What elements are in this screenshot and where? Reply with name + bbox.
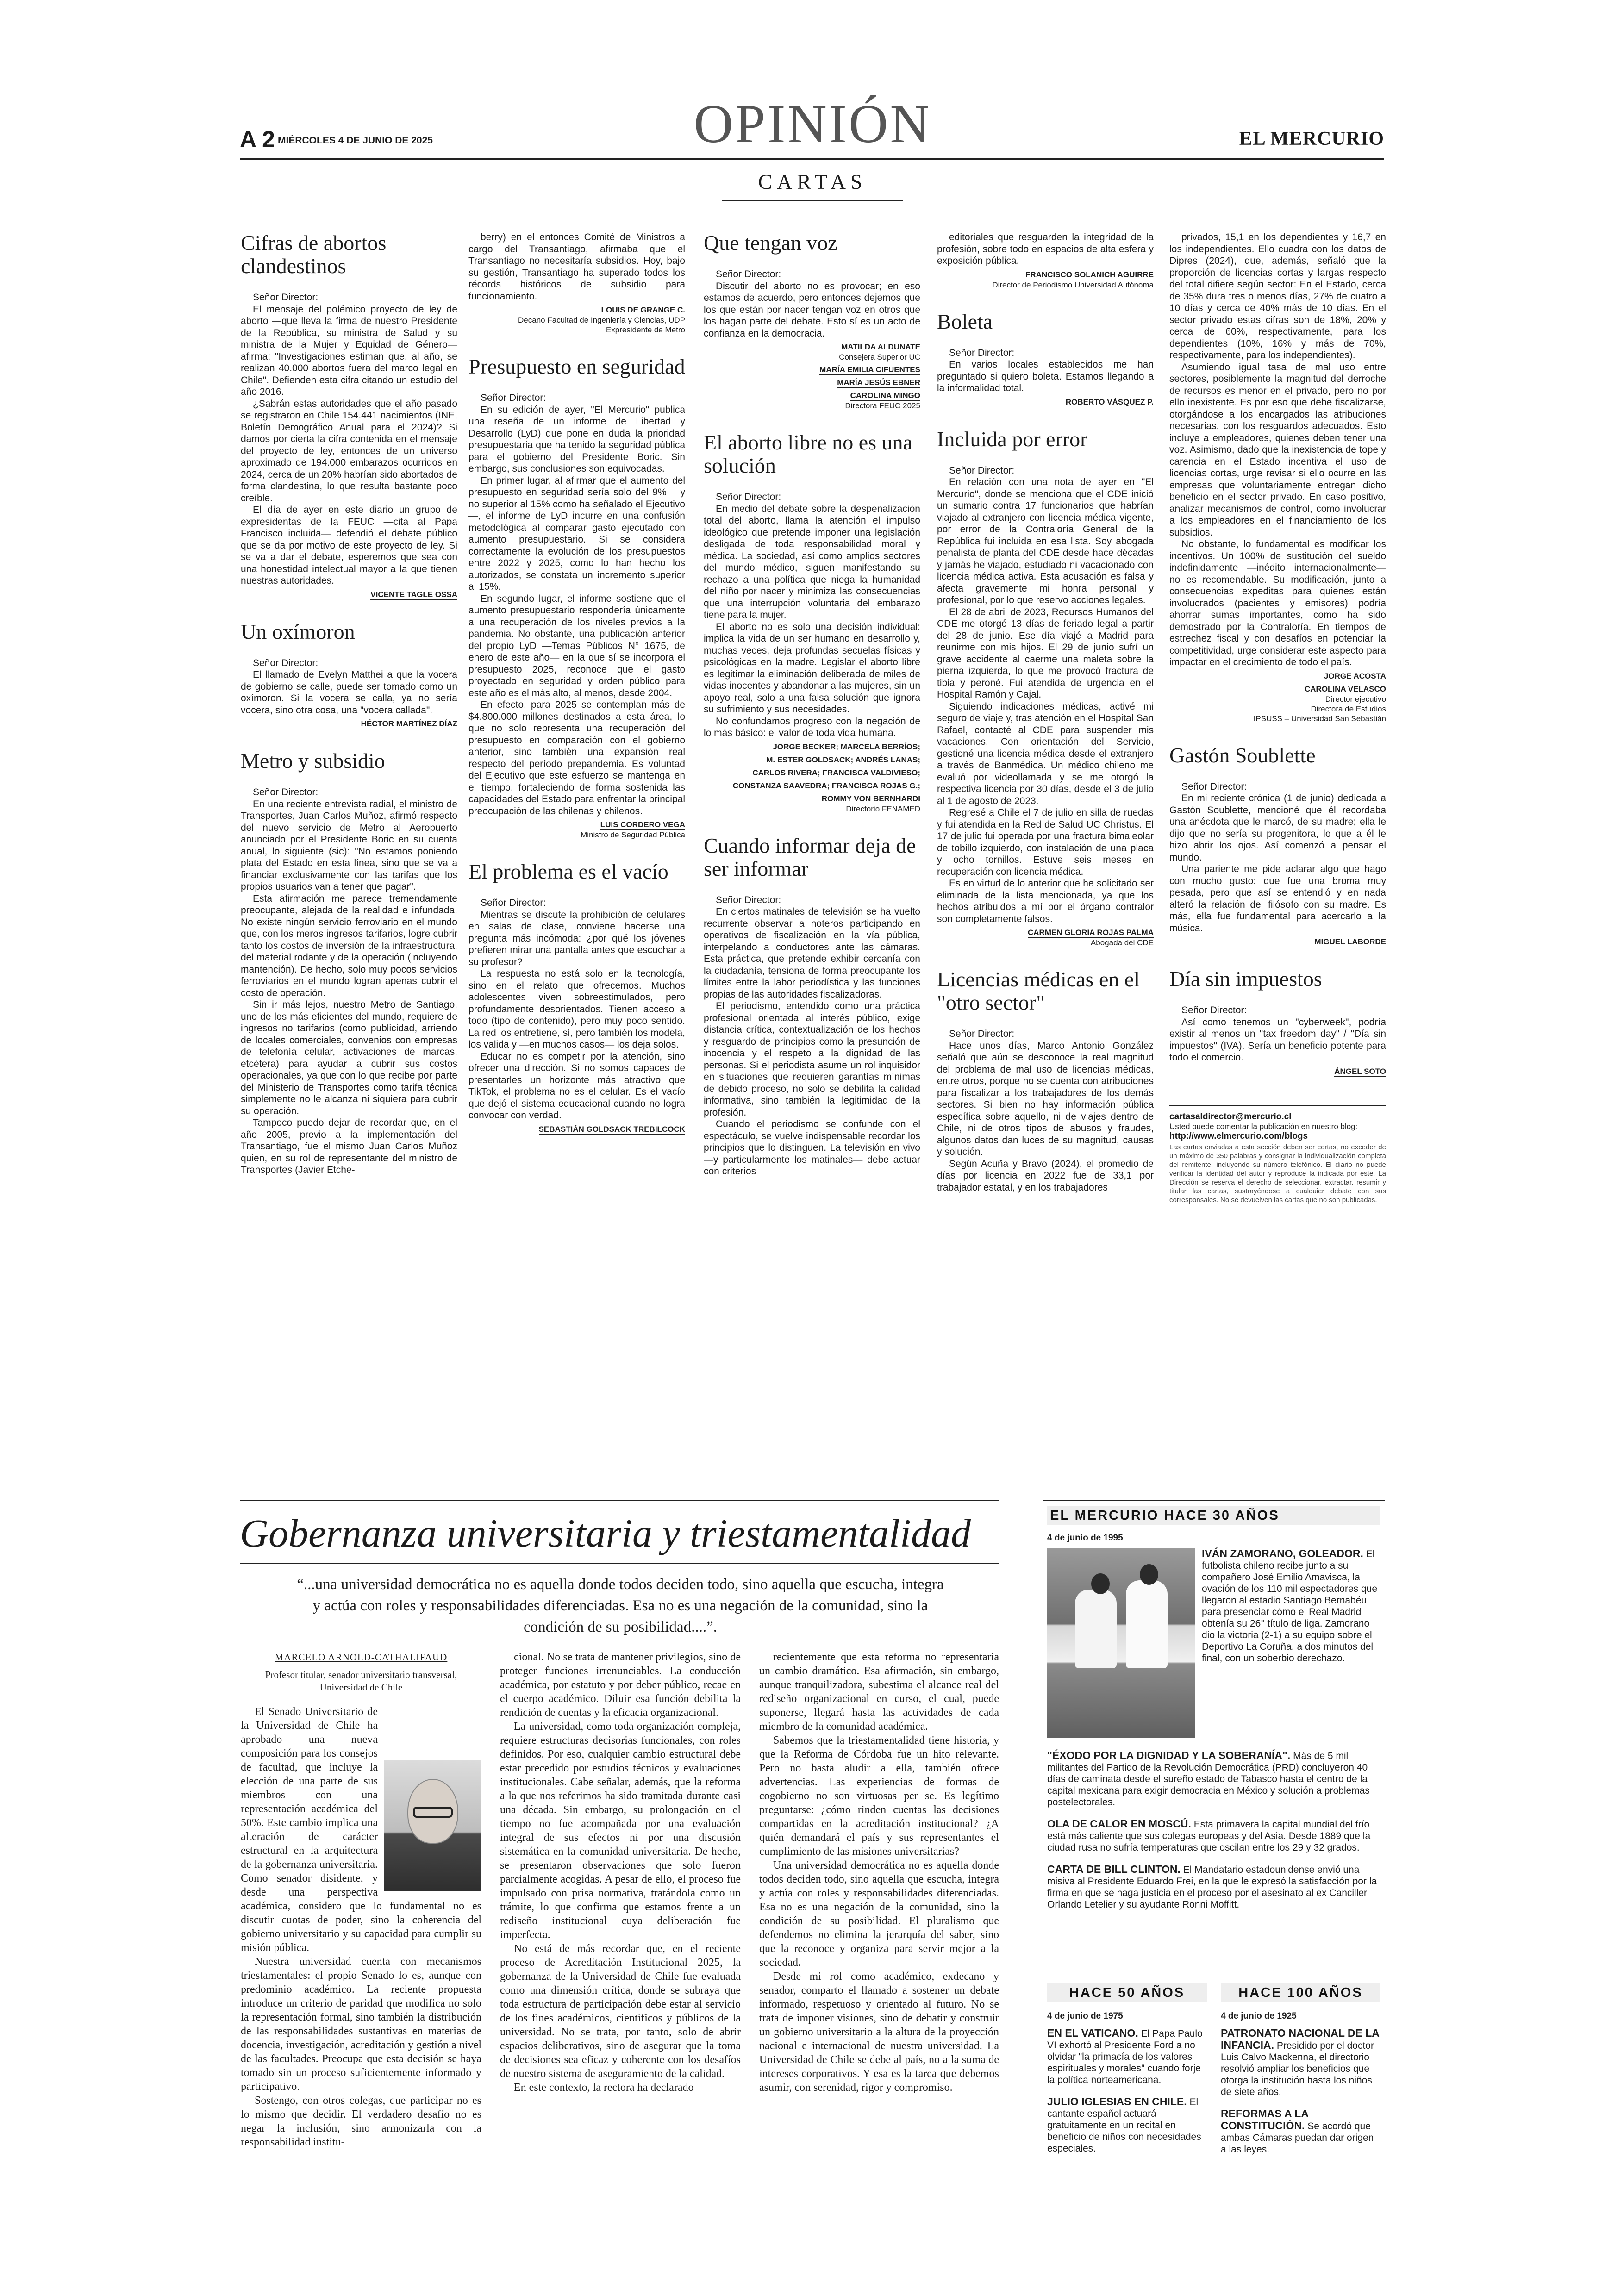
signer-name: CAROLINA VELASCO [1305,684,1386,693]
paper-name: EL MERCURIO [1239,128,1384,150]
letter-paragraph: El día de ayer en este diario un grupo de expresidentas de la FEUC —cita al Papa Francisco incluida— defendió el debate público que se da por motivo de este proyecto de ley. Si se va a dar el debate, esperemos que sea con una honestidad intelectual mayor a la que tienen nuestras autoridades. [241,505,457,586]
letter-salutation: Señor Director: [253,292,319,303]
letter-paragraph: Discutir del aborto no es provocar; en eso estamos de acuerdo, pero entonces dejemos que los que están por nacer tengan voz en otros que los hagan parte del debate. Esto sí es un acto de confianza en la democracia. [704,281,920,339]
section-divider [240,1500,999,1501]
contact-email[interactable]: cartasaldirector@mercurio.cl [1169,1111,1292,1122]
column-paragraph: recientemente que esta reforma no representaría un cambio dramático. Esa afirmación, sin embargo, aunque tranquilizadora, subestima el alcance real del rediseño organizacional en curso, el cual, puede suponerse, llegará hasta las actividades de cada miembro de la comunidad académica. [759,1651,999,1733]
letter-salutation: Señor Director: [949,1029,1015,1039]
contact-disclaimer: Las cartas enviadas a esta sección deben ser cortas, no exceder de un máximo de 350 palabras y consignar la individualización completa del remitente, incluyendo su número telefónico. El diario no puede verificar la identidad del autor y reproduce la indicada por este. La Dirección se reserva el derecho de seleccionar, extractar, resumir y titular las cartas, sustrayéndose a cualquier debate con sus corresponsales. No se devuelven las cartas que no son publicadas. [1169,1143,1386,1204]
letters-column-5 [1169,231,1386,1204]
letter-paragraph: En su edición de ayer, "El Mercurio" publica una reseña de un informe de Libertad y Desarrollo (LyD) que pone en duda la prioridad presupuestaria que ha tenido la seguridad pública para el gobierno del Presidente Boric. Sin embargo, sus conclusiones son equivocadas. [468,404,685,474]
letter-paragraph: Regresé a Chile el 7 de julio en silla de ruedas y fui atendida en la Red de Salud UC Christus. El 17 de julio fui operada por una fractura bimaleolar de tobillo izquierdo, con instalación de una placa y ocho tornillos. Estuve seis meses en recuperación con licencia médica. [937,807,1154,877]
column-body-a [241,1650,481,2149]
letter [241,620,457,750]
signer-name: VICENTE TAGLE OSSA [370,590,457,599]
letter-paragraph: Educar no es competir por la atención, sino ofrecer una dirección. Si no somos capaces de presentarles un horizonte más atractivo que TikTok, el problema no es el celular. Es el vacío que dejó el sistema educacional cuando no logra convocar con verdad. [468,1051,685,1121]
signer-name: ROBERTO VÁSQUEZ P. [1065,397,1154,406]
column-paragraph: Nuestra universidad cuenta con mecanismos triestamentales: el propio Senado lo es, aunque con predominio académico. La reciente propuesta introduce un criterio de paridad que modifica no solo la representación formal, sino también la distribución de las responsabilidades sustantivas en materias de docencia, investigación, acreditación y gestión a nivel de las facultades. Preocupa que esta decisión se haya tomado sin un proceso suficientemente informado y participativo. [241,1956,481,2093]
column-paragraph: cional. No se trata de mantener privilegios, sino de proteger funciones irrenunciables. La conducción académica, por estatuto y por deber público, recae en el cuerpo académico. Diluir esa función debilita la rendición de cuentas y la eficacia organizacional. [500,1651,741,1719]
letter-signer-role: IPSUSS – Universidad San Sebastián [1253,714,1386,723]
letter [704,231,920,431]
letter-title: Cifras de abortos clandestinos [241,231,387,278]
history-30-lead-text: El futbolista chileno recibe junto a su compañero José Emilio Amavisca, la ovación de los 110 mil espectadores que llegaron al estadio Santiago Bernabéu para presenciar cómo el Real Madrid obtenía su 26° título de liga. Zamorano dio la victoria (2-1) a su equipo sobre el Deportivo La Coruña, a dos minutos del final, con un soberbio derechazo. [1202,1549,1378,1664]
letter-title: Incluida por error [937,427,1087,451]
history-item [1047,2096,1207,2154]
letter [937,310,1154,428]
history-30-lead [1202,1548,1382,1664]
history-item-text: Esta primavera la capital mundial del frío está más caliente que sus colegas europeas y del Asia. Desde 1889 que la ciudad rusa no sufría temperaturas que oscilan entre los 29 y 32 grados. [1047,1819,1371,1853]
history-rule [1043,1500,1385,1501]
letter-paragraph: Sin ir más lejos, nuestro Metro de Santiago, uno de los más eficientes del mundo, requiere de ingresos no tarifarios (como publicidad, arriendo de locales comerciales, convenios con empresas de telefonía celular, activaciones de marcas, etcétera) para ayudar a cubrir sus costos operacionales, ya que con lo que recibe por parte del Ministerio de Transportes como tarifa técnica simplemente no le alcanza ni siquiera para cubrir su operación. [241,999,457,1116]
letter-signer [704,342,920,352]
letter-paragraph: El mensaje del polémico proyecto de ley de aborto —que lleva la firma de nuestro Presidente de la República, su ministra de Salud y su ministra de la Mujer y Equidad de Género— afirma: "Investigaciones estiman que, al año, se realizan 40.000 abortos fuera del marco legal en Chile". Defienden esta cifra citando un estudio del año 2016. [241,304,457,397]
letter-paragraph: En efecto, para 2025 se contemplan más de $4.800.000 millones destinados a esta área, lo que no solo representa una recuperación del presupuesto en comparación con el gobierno anterior, sino también una expansión real respecto del período prepandemia. Es voluntad del Ejecutivo que este esfuerzo se mantenga en el tiempo, fortaleciendo de forma sostenida las capacidades del Estado para enfrentar la principal preocupación de las chilenas y chilenos. [468,699,685,817]
letter-paragraph: En una reciente entrevista radial, el ministro de Transportes, Juan Carlos Muñoz, afirmó respecto del nuevo servicio de Metro al Aeropuerto anunciado por el Presidente Boric en su cuenta anual, lo siguiente (sic): "No estamos poniendo plata del Estado en esta línea, sino que se va a financiar exclusivamente con las tarifas que los propios usuarios van a tener que pagar". [241,798,457,892]
letter-title: Un oxímoron [241,619,355,643]
letter [937,231,1154,310]
letter-signer [704,781,920,791]
letter-signer [704,742,920,752]
letter [241,231,457,620]
letter-paragraph: berry) en el entonces Comité de Ministros a cargo del Transantiago, afirmaba que el Transantiago no necesitaría subsidios. Hoy, bajo su gestión, Transantiago ha superado todos los récords históricos de subsidio para funcionamiento. [468,232,685,302]
letter-signer [1169,684,1386,694]
history-30-lead-head: IVÁN ZAMORANO, GOLEADOR. [1202,1547,1363,1559]
letter-paragraph: El aborto no es solo una decisión individual: implica la vida de un ser humano en desarrollo y, muchas veces, deja profundas secuelas físicas y psicológicas en la madre. Legislar el aborto libre es legitimar la eliminación deliberada de miles de vidas inocentes y abandonar a las mujeres, sin un apoyo real, solo a una falsa solución que ignora su sufrimiento y sus necesidades. [704,621,920,715]
letter [704,431,920,834]
letter-signer-role: Directora FEUC 2025 [845,401,920,410]
letter-paragraph: Hace unos días, Marco Antonio González señaló que aún se desconoce la real magnitud del problema de mal uso de licencias médicas, entre otros, porque no se cuenta con atribuciones para fiscalizar a los trabajadores de los demás sectores. Si bien no hay información pública específica sobre aquello, ni de viajes dentro de Chile, ni de otros tipos de abusos y fraudes, algunos datos dan luces de su magnitud, causas y solución. [937,1040,1154,1157]
history-item-head: JULIO IGLESIAS EN CHILE. [1047,2095,1187,2108]
letter-salutation: Señor Director: [716,894,781,905]
letter-signer [241,719,457,729]
column-paragraph: Desde mi rol como académico, exdecano y senador, comparto el llamado a sostener un debate informado, respetuoso y orientado al futuro. No se trata de imponer visiones, sino de debatir y construir un gobierno universitario a la altura de la proyección nacional e internacional de nuestra universidad. La Universidad de Chile se debe al país, no a la suma de intereses corporativos. Y esa es la tarea que debemos asumir, con serenidad, rigor y compromiso. [759,1971,999,2094]
letter-signer [704,365,920,375]
column-title-rule [240,1563,999,1564]
history-item-head: EN EL VATICANO. [1047,2027,1138,2039]
letter-signer-role: Directora de Estudios [1311,704,1386,713]
history-item-head: CARTA DE BILL CLINTON. [1047,1863,1181,1875]
history-item [1047,1864,1382,1910]
signer-name: MARÍA EMILIA CIFUENTES [819,365,920,374]
letter-paragraph: El 28 de abril de 2023, Recursos Humanos del CDE me otorgó 13 días de feriado legal a partir del 28 de junio. Ese día viajé a Madrid para reunirme con mis hijos. El 29 de junio sufrí un grave accidente al caerme una maleta sobre la pierna izquierda, lo que me provocó fractura de tibia y peroné. Fui atendida de urgencia en el Hospital Ramón y Cajal. [937,606,1154,700]
letter [704,834,920,1198]
letters-column-4 [937,231,1154,1214]
letter-paragraph: En relación con una nota de ayer en "El Mercurio", donde se menciona que el CDE inició un sumario contra 17 funcionarios que habrían viajado al extranjero con licencia médica vigente, por error de la Contraloría General de la República fui incluida en esa lista. Soy abogada penalista de planta del CDE desde hace décadas y jamás he viajado, estudiado ni vacacionado con licencia médica activa. Esta acusación es falsa y afecta gravemente mi honra personal y profesional, por lo que reservo acciones legales. [937,477,1154,605]
signer-name: ROMMY VON BERNHARDI [821,794,920,803]
letter-signer-role: Directorio FENAMED [846,804,920,813]
letter-salutation: Señor Director: [1181,1005,1247,1016]
letter-salutation: Señor Director: [716,269,781,280]
letter-signer [1169,671,1386,681]
letter-paragraph: El periodismo, entendido como una práctica profesional orientada al interés público, exige distancia crítica, contextualización de los hechos y resguardo de principios como la presunción de inocencia y el respeto a la dignidad de las personas. Si el periodista asume un rol inquisidor en situaciones que requieren garantías mínimas de debido proceso, no solo se debilita la calidad informativa, sino también la legitimidad de la profesión. [704,1001,920,1118]
column-paragraph: Una universidad democrática no es aquella donde todos deciden todo, sino aquella que escucha, integra y actúa con roles y responsabilidades diferenciadas. Esa no es una negación de la comunidad, sino la condición de su posibilidad. El pluralismo que defendemos no elimina la jerarquía del saber, sino que la reconoce y organiza para servir mejor a la sociedad. [759,1859,999,1969]
letter-paragraph: En medio del debate sobre la despenalización total del aborto, llama la atención el impulso ideológico que pretende imponer una legislación desligada de toda responsabilidad moral y médica. La sociedad, así como amplios sectores del mundo médico, siguen manifestando su rechazo a una política que niega la humanidad del niño por nacer y minimiza las consecuencias que una interrupción voluntaria del embarazo tiene para la mujer. [704,503,920,620]
letter-title: Boleta [937,309,993,333]
letter-paragraph: Esta afirmación me parece tremendamente preocupante, alejada de la realidad e infundada. No existe ningún servicio ferroviario en el mundo que, con los meros ingresos tarifarios, logre cubrir tanto los costos de inversión de la infraestructura, del material rodante y de la operación (incluyendo mantención). De hecho, solo muy pocos servicios ferroviarios en el mundo logran apenas cubrir el costo de operación. [241,893,457,998]
letter-paragraph: Siguiendo indicaciones médicas, activé mi seguro de viaje y, tras atención en el Hospital San Rafael, contacté al CDE para suspender mis vacaciones. Con orientación del Servicio, gestioné una licencia médica desde el extranjero a través de Banmédica. Un médico chileno me evaluó por videollamada y se me otorgó la respectiva licencia por 30 días, desde el 3 de julio al 1 de agosto de 2023. [937,701,1154,806]
column-paragraph: No está de más recordar que, en el reciente proceso de Acreditación Institucional 2025, la gobernanza de la Universidad de Chile fue evaluada como una dimensión crítica, donde se subraya que toda estructura de participación debe estar al servicio de los fines académicos, científicos y públicos de la universidad. No se trata, por tanto, solo de abrir espacios deliberativos, sino de asegurar que la toma de decisiones sea eficaz y coherente con los desafíos de nuestro sistema de aseguramiento de la calidad. [500,1943,741,2080]
zamorano-photo [1047,1548,1195,1738]
letter-paragraph: Mientras se discute la prohibición de celulares en salas de clase, conviene hacerse una pregunta más incómoda: ¿por qué los jóvenes prefieren mirar una pantalla antes que escuchar a su profesor? [468,909,685,967]
history-item-head: PATRONATO NACIONAL DE LA INFANCIA. [1221,2027,1380,2051]
history-30-title: EL MERCURIO HACE 30 AÑOS [1047,1506,1380,1525]
letter-paragraph: No confundamos progreso con la negación de lo más básico: el valor de toda vida humana. [704,716,920,738]
letters-column-2 [468,231,685,1155]
letter [937,428,1154,968]
letter-salutation: Señor Director: [1181,781,1247,792]
page-number: A 2 [240,126,275,152]
signer-name: JORGE BECKER; MARCELA BERRÍOS; [773,742,920,751]
letter-paragraph: ¿Sabrán estas autoridades que el año pasado se registraron en Chile 154.441 nacimientos (INE, Boletín Demográfico Anual para el 2024)? Si damos por cierta la cifra contenida en el mensaje del proyecto de ley, entonces de un universo aproximado de 194.000 embarazos ocurridos en 2024, cerca de un 20% habrían sido abortados de forma clandestina, lo que resulta bastante poco creíble. [241,398,457,504]
letter-signer [704,391,920,401]
letter-signer [468,305,685,315]
letters-column-1 [241,231,457,1197]
letter-signer [937,397,1154,407]
letter-signer [1169,937,1386,947]
history-30-items [1047,1750,1382,1921]
column-paragraph: El Senado Universitario de la Universidad de Chile ha aprobado una nueva composición para los consejos de facultad, que incluye la elección de una parte de sus miembros con una representación académica del 50%. Este cambio implica una alteración de carácter estructural en la arquitectura de la gobernanza universitaria. Como senador disidente, y desde una perspectiva académica, considero que lo fundamental no es discutir cuotas de poder, sino la coherencia del gobierno universitario y su capacidad para cumplir su misión pública. [241,1706,481,1954]
column-paragraph: La universidad, como toda organización compleja, requiere estructuras decisorias funcionales, con roles definidos. Por eso, cualquier cambio estructural debe estar precedido por estudios técnicos y evaluaciones institucionales. Cabe señalar, además, que la reforma a la que nos referimos ha sido tramitada durante casi una década. Sin embargo, su prolongación en el tiempo no fue acompañada por una evaluación integral de sus efectos ni por una discusión sistemática en la comunidad universitaria. De hecho, se presentaron observaciones que solo fueron parcialmente acogidas. A pesar de ello, el proceso fue impulsado con prisa normativa, tratándola como un trámite, lo que confirma que estamos frente a un rediseño institucional cuya deliberación fue imperfecta. [500,1721,741,1941]
contact-box [1169,1112,1386,1204]
letter-signer [937,270,1154,280]
history-item-head: OLA DE CALOR EN MOSCÚ. [1047,1818,1191,1830]
letter-paragraph: En segundo lugar, el informe sostiene que el aumento presupuestario respondería únicamente a una recuperación de los niveles previos a la pandemia. No obstante, una publicación anterior del propio LyD —Temas Públicos N° 1675, de enero de este año— en la que sí se incorpora el presupuesto 2025, reconoce que el gasto proyectado en seguridad y orden público para este año es el más alto, al menos, desde 2004. [468,593,685,698]
letter-signer-role: Director ejecutivo [1325,694,1386,704]
contact-note: Usted puede comentar la publicación en nuestro blog: [1169,1122,1358,1131]
letter-paragraph: En varios locales establecidos me han preguntado si quiero boleta. Estamos llegando a la informalidad total. [937,359,1154,393]
header-rule-2 [722,200,903,201]
signer-name: CAROLINA MINGO [850,391,920,400]
history-30-date: 4 de junio de 1995 [1047,1533,1123,1543]
letter-signer-role: Expresidente de Metro [606,325,685,334]
letter-salutation: Señor Director: [949,347,1015,358]
subsection-title: CARTAS [758,170,867,193]
letter-title: El aborto libre no es una solución [704,430,912,477]
signer-name: JORGE ACOSTA [1324,671,1386,680]
author-role: Profesor titular, senador universitario transversal, Universidad de Chile [265,1669,457,1693]
letter-salutation: Señor Director: [253,657,319,668]
letter-paragraph: Según Acuña y Bravo (2024), el promedio de días por licencia en 2022 fue de 33,1 por trabajador estatal, y en los trabajadores [937,1158,1154,1193]
letter-signer-role: Director de Periodismo Universidad Autónoma [992,280,1154,289]
column-body-c [759,1650,999,2095]
letter-paragraph: En ciertos matinales de televisión se ha vuelto recurrente observar a noteros participando en operativos de fiscalización en la vía pública, interpelando a conductores ante las cámaras. Esta práctica, que pretende exhibir cercanía con la ciudadanía, tensiona de forma preocupante los límites entre la labor periodística y las funciones propias de las autoridades fiscalizadoras. [704,906,920,1000]
history-item-text: El cantante español actuará gratuitamente en un recital en beneficio de niños con necesidades especiales. [1047,2097,1201,2154]
letter-salutation: Señor Director: [253,787,319,798]
letter-title: Licencias médicas en el "otro sector" [937,967,1140,1014]
letter-title: Cuando informar deja de ser informar [704,833,916,880]
signer-name: LUIS CORDERO VEGA [600,820,685,829]
letter-signer-role: Consejera Superior UC [839,353,920,362]
letter-signer [704,378,920,388]
letter-paragraph: En primer lugar, al afirmar que el aumento del presupuesto en seguridad sería solo del 9% —y no superior al 15% como ha señalado el Ejecutivo—, el informe de LyD incurre en una confusión metodológica al comparar gasto ejecutado con aumento presupuestario. Si se considera correctamente la evolución de los presupuestos entre 2022 y 2025, como lo han hecho los autorizados, se constata un incremento superior al 15%. [468,475,685,592]
history-item [1221,2027,1380,2098]
history-item-text: El Papa Paulo VI exhortó al Presidente Ford a no olvidar "la primacía de los valores espirituales y morales" cuando forje la política norteamericana. [1047,2028,1203,2085]
letter-paragraph: Así como tenemos un "cyberweek", podría existir al menos un "tax freedom day" / "Día sin impuestos" (IVA). Sería un beneficio potente para todo el comercio. [1169,1017,1386,1063]
letter-salutation: Señor Director: [716,492,781,502]
letter-signer [937,928,1154,938]
history-item-head: "ÉXODO POR LA DIGNIDAD Y LA SOBERANÍA". [1047,1749,1291,1761]
letter [241,749,457,1197]
history-item-text: Se acordó que ambas Cámaras puedan dar origen a las leyes. [1221,2121,1374,2155]
column-paragraph: Sostengo, con otros colegas, que participar no es lo mismo que decidir. El verdadero desafío no es negar la inclusión, sino armonizarla con la responsabilidad institu- [241,2095,481,2148]
letter [1169,744,1386,968]
letter-paragraph: privados, 15,1 en los dependientes y 16,7 en los independientes. Ello cuadra con los datos de Dipres (2024), que, además, señaló que la proporción de licencias cortas y largas respecto del total difiere según sector: En el Estado, cerca de 35% dura tres o menos días, 27% de cuatro a 10 días y cerca de 40% más de 10 días. En el sector privado estas cifras son de 18%, 20% y cerca de 60%, respectivamente, para los dependientes (10%, 16% y más de 70%, respectivamente, para los independientes). [1169,232,1386,361]
masthead [0,0,1624,204]
letter-paragraph: Cuando el periodismo se confunde con el espectáculo, se vuelve indispensable recordar los principios que lo distinguen. La televisión en vivo —y particularmente los matinales— debe actuar con criterios [704,1119,920,1177]
signer-name: SEBASTIÁN GOLDSACK TREBILCOCK [538,1124,685,1134]
history-item [1221,2108,1380,2155]
column-paragraph: En este contexto, la rectora ha declarado [514,2082,694,2094]
author-name: MARCELO ARNOLD-CATHALIFAUD [275,1652,448,1663]
signer-name: CARLOS RIVERA; FRANCISCA VALDIVIESO; [752,768,920,777]
letter-title: Gastón Soublette [1169,743,1316,767]
letter [1169,967,1386,1097]
letter-salutation: Señor Director: [949,465,1015,476]
letter-signer [704,755,920,765]
letter-title: Día sin impuestos [1169,967,1322,991]
letter-paragraph: Asumiendo igual tasa de mal uso entre sectores, posiblemente la magnitud del derroche de recursos es menor en el privado, pero no por ello inexistente. Es por eso que debe fiscalizarse, otorgándose a los encargados las atribuciones necesarias, con los resguardos adecuados. Esto incluye a empleadores, quienes deben tener una voz. Asimismo, dado que la inexistencia de tope y carencia en el Estado incentiva el uso de licencias cortas, urge revisar si ello ocurre en las empresas que voluntariamente entregan dicho beneficio en el sector privado. En caso positivo, analizar mecanismos de control, como involucrar a los empleadores en el financiamiento de los subsidios. [1169,362,1386,538]
signer-name: MARÍA JESÚS EBNER [837,378,920,387]
signer-name: CARMEN GLORIA ROJAS PALMA [1028,928,1154,937]
letter [1169,231,1386,744]
letter-title: El problema es el vacío [468,860,668,883]
letter-paragraph: Una pariente me pide aclarar algo que hago con mucho gusto: que fue una broma muy pesada, pero que así se entendió y en nada alteró la relación del filósofo con su madre. Es más, ella fue fundamental para acercarlo a la música. [1169,864,1386,934]
letter-signer [1169,1066,1386,1077]
letter-signer [468,1124,685,1135]
history-100-date: 4 de junio de 1925 [1221,2011,1297,2021]
signer-name: FRANCISCO SOLANICH AGUIRRE [1025,270,1154,279]
letter-salutation: Señor Director: [481,898,546,908]
history-50-items [1047,2027,1207,2164]
blog-link[interactable]: http://www.elmercurio.com/blogs [1169,1131,1308,1141]
column-body-b [500,1650,741,2095]
letter-paragraph: No obstante, lo fundamental es modificar los incentivos. Un 100% de sustitución del sueldo indefinidamente —inédito internacionalmente— no es recomendable. Su modificación, junto a consecuencias expeditas para quienes están involucrados (pacientes y emisores) podría ahorrar sumas importantes, como ha sido demostrado por la Contraloría. En tiempos de estrechez fiscal y con desafíos en potenciar la competitividad, urge considerar este aspecto para impactar en el crecimiento de todo el país. [1169,539,1386,667]
letter-title: Presupuesto en seguridad [468,355,685,378]
letter-paragraph: El llamado de Evelyn Matthei a que la vocera de gobierno se calle, puede ser tomado como un oxímoron. Si la vocera se calla, ya no sería vocera, sino otra cosa, una "vocera callada". [241,669,457,716]
contact-rule [1169,1105,1386,1106]
column-quote: “...una universidad democrática no es aquella donde todos deciden todo, sino aquella que escucha, integra y actúa con roles y responsabilidades diferenciadas. Esa no es una negación de la comunidad, sino la condición de su posibilidad....”. [297,1576,944,1635]
history-50-date: 4 de junio de 1975 [1047,2011,1123,2021]
history-50-title: HACE 50 AÑOS [1047,1983,1207,2002]
column-paragraph: Sabemos que la triestamentalidad tiene historia, y que la Reforma de Córdoba fue un hito relevante. Pero no basta aludir a ella, también ofrece advertencias. Las experiencias de formas de cogobierno no son virtuosas per se. Es legítimo preguntarse: ¿cómo rinden cuentas las decisiones compartidas en la acreditación institucional? ¿A quién demandará el país y sus representantes el cumplimiento de las misiones universitarias? [759,1734,999,1858]
letter [468,231,685,355]
letter-salutation: Señor Director: [481,393,546,403]
history-item-head: REFORMAS A LA CONSTITUCIÓN. [1221,2108,1309,2132]
letter [468,355,685,860]
history-item [1047,1750,1382,1808]
letter-signer-role: Ministro de Seguridad Pública [581,830,685,839]
history-100-title: HACE 100 AÑOS [1221,1983,1380,2002]
letter-signer [241,590,457,600]
signer-name: MATILDA ALDUNATE [841,343,920,351]
page-date: MIÉRCOLES 4 DE JUNIO DE 2025 [278,135,433,146]
signer-name: HÉCTOR MARTÍNEZ DÍAZ [361,719,457,728]
letter [468,860,685,1155]
signer-name: MIGUEL LABORDE [1314,937,1386,946]
signer-name: CONSTANZA SAAVEDRA; FRANCISCA ROJAS G.; [732,781,920,790]
signer-name: M. ESTER GOLDSACK; ANDRÉS LANAS; [766,755,920,764]
letters-column-3 [704,231,920,1198]
letter-signer-role: Decano Facultad de Ingeniería y Ciencias, UDP [518,316,685,324]
letter-title: Que tengan voz [704,231,837,255]
signer-name: LOUIS DE GRANGE C. [601,306,685,314]
column-title: Gobernanza universitaria y triestamentalidad [240,1511,971,1555]
letter-paragraph: editoriales que resguarden la integridad de la profesión, sobre todo en espacios de alta esfera y exposición pública. [937,232,1154,266]
history-item-text: El Mandatario estadounidense envió una misiva al Presidente Eduardo Frei, en la que le expresó la satisfacción por la firma en que se haga justicia en el proceso por el asesinato al ex Canciller Orlando Letelier y su ayudante Ronni Moffitt. [1047,1865,1377,1910]
history-100-items [1221,2027,1380,2165]
signer-name: ÁNGEL SOTO [1334,1066,1386,1076]
letter-paragraph: Tampoco puedo dejar de recordar que, en el año 2005, previo a la implementación del Transantiago, fue el mismo Juan Carlos Muñoz quien, en su rol de representante del ministro de Transportes (Javier Etche- [241,1117,457,1175]
author-photo [384,1760,481,1891]
letter-paragraph: En mi reciente crónica (1 de junio) dedicada a Gastón Soublette, mencioné que él recordaba una anécdota que le marcó, de su madre; ella le dijo que no sería su progenitora, lo que a él le hizo abrir los ojos. Así comenzó a pensar el mundo. [1169,793,1386,863]
letter-signer [704,768,920,778]
history-item-text: Más de 5 mil militantes del Partido de la Revolución Democrática (PRD) concluyeron 40 días de caminata desde el sureño estado de Tabasco hasta el centro de la capital mexicana para exigir democracia en México y solución a problemas postelectorales. [1047,1751,1370,1808]
history-item-text: Presidido por el doctor Luis Calvo Mackenna, el directorio resolvió ampliar los beneficios que otorga la institución hasta los niños de siete años. [1221,2040,1374,2097]
letter-paragraph: La respuesta no está solo en la tecnología, sino en el relato que ofrecemos. Muchos adolescentes viven sobreestimulados, pero profundamente desorientados. Tienen acceso a todo (tipo de contenido), pero muy poco sentido. La red los entretiene, sí, pero también los modela, los valida y —en muchos casos— los deja solos. [468,968,685,1050]
history-item [1047,2027,1207,2086]
history-box [1043,1500,1385,2208]
letter [937,968,1154,1214]
letter-signer [468,820,685,830]
history-item [1047,1818,1382,1853]
section-title: OPINIÓN [693,94,931,154]
letter-signer-role: Abogada del CDE [1090,938,1154,947]
letter-paragraph: Es en virtud de lo anterior que he solicitado ser eliminada de la lista mencionada, ya que los hechos atribuidos a mí por el órgano contralor son completamente falsos. [937,878,1154,924]
header-rule [240,158,1384,160]
letter-signer [704,794,920,804]
letter-title: Metro y subsidio [241,749,385,773]
